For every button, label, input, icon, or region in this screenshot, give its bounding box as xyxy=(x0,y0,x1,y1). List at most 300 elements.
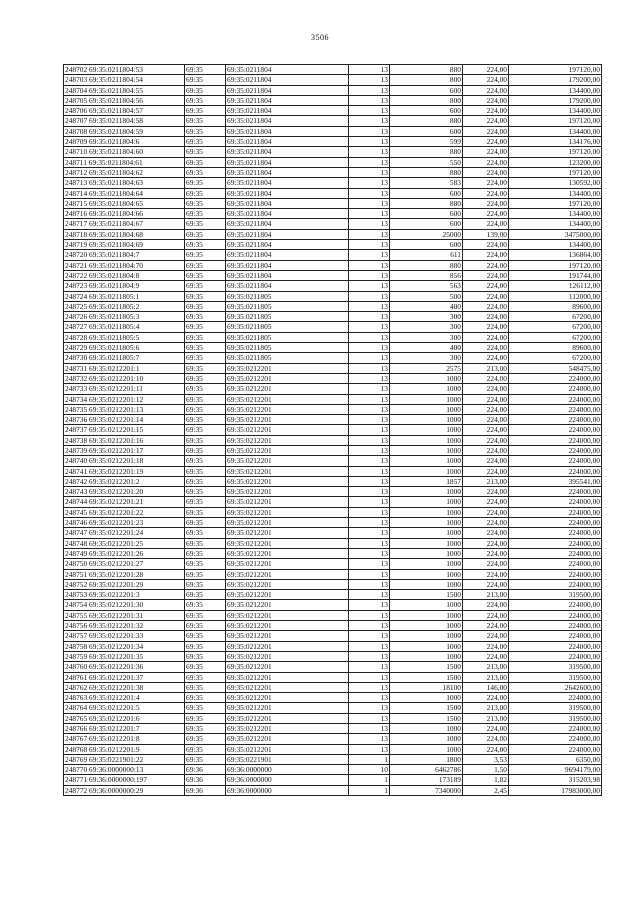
cadastral-value-cell: 179200,00 xyxy=(509,75,602,85)
rate-cell: 224,00 xyxy=(463,518,509,528)
category-code-cell: 13 xyxy=(349,394,390,404)
record-number: 248724 xyxy=(65,291,88,301)
cadastral-number: 69:35:0212201:4 xyxy=(89,693,140,703)
area-cell: 1800 xyxy=(390,754,463,764)
cadastral-number: 69:35:0211804:56 xyxy=(89,95,143,105)
quarter-code-cell: 69:35:0212201 xyxy=(226,384,349,394)
rate-cell: 224,00 xyxy=(463,425,509,435)
table-row xyxy=(64,394,602,404)
district-code-cell: 69:35 xyxy=(185,497,226,507)
quarter-code-cell: 69:36:0000000 xyxy=(226,775,349,785)
table-row xyxy=(64,456,602,466)
record-id-cell xyxy=(64,301,185,311)
category-code-cell: 13 xyxy=(349,85,390,95)
rate-cell: 224,00 xyxy=(463,188,509,198)
cadastral-value-cell: 67200,00 xyxy=(509,322,602,332)
area-cell: 1000 xyxy=(390,651,463,661)
cadastral-value-cell: 224000,00 xyxy=(509,507,602,517)
area-cell: 1000 xyxy=(390,600,463,610)
category-code-cell: 13 xyxy=(349,456,390,466)
table-row xyxy=(64,384,602,394)
district-code-cell: 69:35 xyxy=(185,322,226,332)
area-cell: 1000 xyxy=(390,610,463,620)
cadastral-number: 69:35:0211805:5 xyxy=(89,332,140,342)
table-row xyxy=(64,672,602,682)
quarter-code-cell: 69:35:0212201 xyxy=(226,363,349,373)
record-id-cell xyxy=(64,538,185,548)
cadastral-value-cell: 319500,00 xyxy=(509,672,602,682)
area-cell: 880 xyxy=(390,198,463,208)
quarter-code-cell: 69:35:0211804 xyxy=(226,188,349,198)
record-id-cell xyxy=(64,270,185,280)
table-row xyxy=(64,404,602,414)
record-id-cell xyxy=(64,250,185,260)
record-id-cell xyxy=(64,198,185,208)
district-code-cell: 69:35 xyxy=(185,435,226,445)
rate-cell: 224,00 xyxy=(463,487,509,497)
record-id-cell xyxy=(64,75,185,85)
quarter-code-cell: 69:35:0211804 xyxy=(226,219,349,229)
table-row xyxy=(64,651,602,661)
category-code-cell: 13 xyxy=(349,445,390,455)
area-cell: 1000 xyxy=(390,693,463,703)
rate-cell: 224,00 xyxy=(463,569,509,579)
record-id-cell xyxy=(64,590,185,600)
area-cell: 1000 xyxy=(390,373,463,383)
quarter-code-cell: 69:35:0212201 xyxy=(226,672,349,682)
record-number: 248771 xyxy=(65,775,88,785)
district-code-cell: 69:35 xyxy=(185,209,226,219)
area-cell: 1000 xyxy=(390,569,463,579)
category-code-cell: 13 xyxy=(349,703,390,713)
area-cell: 1000 xyxy=(390,445,463,455)
cadastral-number: 69:35:0212201:18 xyxy=(89,456,144,466)
quarter-code-cell: 69:35:0212201 xyxy=(226,559,349,569)
district-code-cell: 69:35 xyxy=(185,147,226,157)
cadastral-value-cell: 224000,00 xyxy=(509,456,602,466)
cadastral-value-cell: 191744,00 xyxy=(509,270,602,280)
area-cell: 500 xyxy=(390,291,463,301)
quarter-code-cell: 69:35:0211805 xyxy=(226,353,349,363)
cadastral-number: 69:35:0212201:36 xyxy=(89,662,144,672)
district-code-cell: 69:35 xyxy=(185,693,226,703)
cadastral-number: 69:35:0211804:63 xyxy=(89,178,143,188)
rate-cell: 224,00 xyxy=(463,137,509,147)
category-code-cell: 13 xyxy=(349,610,390,620)
area-cell: 880 xyxy=(390,260,463,270)
cadastral-value-cell: 130592,00 xyxy=(509,178,602,188)
rate-cell: 3,53 xyxy=(463,754,509,764)
category-code-cell: 13 xyxy=(349,260,390,270)
rate-cell: 213,00 xyxy=(463,713,509,723)
record-number: 248770 xyxy=(65,765,88,775)
rate-cell: 224,00 xyxy=(463,301,509,311)
district-code-cell: 69:35 xyxy=(185,754,226,764)
cadastral-number: 69:35:0212201:6 xyxy=(89,713,140,723)
rate-cell: 2,45 xyxy=(463,785,509,795)
cadastral-number: 69:35:0211804:57 xyxy=(89,106,143,116)
record-number: 248772 xyxy=(65,785,88,795)
quarter-code-cell: 69:35:0211805 xyxy=(226,332,349,342)
category-code-cell: 13 xyxy=(349,209,390,219)
cadastral-value-cell: 224000,00 xyxy=(509,651,602,661)
district-code-cell: 69:35 xyxy=(185,548,226,558)
category-code-cell: 13 xyxy=(349,343,390,353)
record-number: 248715 xyxy=(65,198,88,208)
record-id-cell xyxy=(64,95,185,105)
cadastral-value-cell: 134400,00 xyxy=(509,106,602,116)
quarter-code-cell: 69:35:0212201 xyxy=(226,590,349,600)
cadastral-value-cell: 197120,00 xyxy=(509,260,602,270)
table-row xyxy=(64,250,602,260)
district-code-cell: 69:35 xyxy=(185,343,226,353)
area-cell: 300 xyxy=(390,322,463,332)
record-number: 248753 xyxy=(65,590,88,600)
district-code-cell: 69:35 xyxy=(185,116,226,126)
record-id-cell xyxy=(64,157,185,167)
cadastral-number: 69:35:0212201:11 xyxy=(89,384,143,394)
table-row xyxy=(64,178,602,188)
area-cell: 600 xyxy=(390,126,463,136)
area-cell: 300 xyxy=(390,353,463,363)
quarter-code-cell: 69:35:0211804 xyxy=(226,198,349,208)
district-code-cell: 69:35 xyxy=(185,600,226,610)
cadastral-number: 69:35:0211804:66 xyxy=(89,209,143,219)
district-code-cell: 69:35 xyxy=(185,219,226,229)
category-code-cell: 13 xyxy=(349,631,390,641)
cadastral-number: 69:35:0211805:2 xyxy=(89,301,140,311)
area-cell: 1000 xyxy=(390,435,463,445)
area-cell: 1500 xyxy=(390,590,463,600)
area-cell: 1000 xyxy=(390,579,463,589)
district-code-cell: 69:35 xyxy=(185,229,226,239)
quarter-code-cell: 69:35:0212201 xyxy=(226,476,349,486)
district-code-cell: 69:35 xyxy=(185,240,226,250)
category-code-cell: 13 xyxy=(349,137,390,147)
area-cell: 1000 xyxy=(390,548,463,558)
rate-cell: 224,00 xyxy=(463,445,509,455)
district-code-cell: 69:35 xyxy=(185,713,226,723)
table-row xyxy=(64,260,602,270)
table-body xyxy=(64,65,602,796)
category-code-cell: 13 xyxy=(349,65,390,75)
cadastral-number: 69:35:0211804:68 xyxy=(89,229,143,239)
quarter-code-cell: 69:35:0211804 xyxy=(226,137,349,147)
table-row xyxy=(64,497,602,507)
record-number: 248767 xyxy=(65,734,88,744)
rate-cell: 224,00 xyxy=(463,147,509,157)
table-row xyxy=(64,590,602,600)
quarter-code-cell: 69:35:0212201 xyxy=(226,641,349,651)
area-cell: 25000 xyxy=(390,229,463,239)
cadastral-value-cell: 89600,00 xyxy=(509,301,602,311)
district-code-cell: 69:35 xyxy=(185,445,226,455)
record-number: 248716 xyxy=(65,209,88,219)
quarter-code-cell: 69:35:0211804 xyxy=(226,126,349,136)
record-number: 248721 xyxy=(65,260,88,270)
record-id-cell xyxy=(64,497,185,507)
area-cell: 1000 xyxy=(390,538,463,548)
area-cell: 880 xyxy=(390,167,463,177)
category-code-cell: 13 xyxy=(349,672,390,682)
category-code-cell: 13 xyxy=(349,507,390,517)
record-id-cell xyxy=(64,229,185,239)
district-code-cell: 69:35 xyxy=(185,476,226,486)
quarter-code-cell: 69:35:0211804 xyxy=(226,178,349,188)
table-row xyxy=(64,476,602,486)
category-code-cell: 13 xyxy=(349,229,390,239)
cadastral-value-cell: 17983000,00 xyxy=(509,785,602,795)
record-id-cell xyxy=(64,724,185,734)
district-code-cell: 69:35 xyxy=(185,85,226,95)
table-row xyxy=(64,65,602,75)
district-code-cell: 69:36 xyxy=(185,765,226,775)
cadastral-value-cell: 319500,00 xyxy=(509,703,602,713)
table-row xyxy=(64,240,602,250)
record-id-cell xyxy=(64,744,185,754)
record-number: 248720 xyxy=(65,250,88,260)
cadastral-value-cell: 319500,00 xyxy=(509,662,602,672)
table-row xyxy=(64,322,602,332)
table-row xyxy=(64,291,602,301)
district-code-cell: 69:35 xyxy=(185,301,226,311)
category-code-cell: 13 xyxy=(349,95,390,105)
district-code-cell: 69:35 xyxy=(185,157,226,167)
quarter-code-cell: 69:35:0211804 xyxy=(226,260,349,270)
quarter-code-cell: 69:35:0211804 xyxy=(226,116,349,126)
cadastral-value-cell: 224000,00 xyxy=(509,466,602,476)
table-row xyxy=(64,621,602,631)
quarter-code-cell: 69:35:0212201 xyxy=(226,631,349,641)
cadastral-number: 69:35:0212201:12 xyxy=(89,394,144,404)
quarter-code-cell: 69:35:0212201 xyxy=(226,373,349,383)
quarter-code-cell: 69:35:0212201 xyxy=(226,394,349,404)
category-code-cell: 13 xyxy=(349,518,390,528)
cadastral-number: 69:35:0211804:60 xyxy=(89,147,143,157)
record-id-cell xyxy=(64,456,185,466)
record-number: 248737 xyxy=(65,425,88,435)
category-code-cell: 13 xyxy=(349,528,390,538)
quarter-code-cell: 69:35:0212201 xyxy=(226,425,349,435)
cadastral-value-cell: 319500,00 xyxy=(509,713,602,723)
cadastral-number: 69:35:0212201:31 xyxy=(89,610,144,620)
record-id-cell xyxy=(64,703,185,713)
table-row xyxy=(64,415,602,425)
area-cell: 1000 xyxy=(390,528,463,538)
cadastral-number: 69:35:0212201:38 xyxy=(89,682,144,692)
rate-cell: 224,00 xyxy=(463,734,509,744)
quarter-code-cell: 69:35:0212201 xyxy=(226,435,349,445)
rate-cell: 224,00 xyxy=(463,373,509,383)
rate-cell: 224,00 xyxy=(463,394,509,404)
rate-cell: 224,00 xyxy=(463,456,509,466)
rate-cell: 224,00 xyxy=(463,497,509,507)
district-code-cell: 69:35 xyxy=(185,621,226,631)
cadastral-value-cell: 224000,00 xyxy=(509,631,602,641)
district-code-cell: 69:35 xyxy=(185,610,226,620)
table-row xyxy=(64,95,602,105)
district-code-cell: 69:36 xyxy=(185,775,226,785)
district-code-cell: 69:35 xyxy=(185,106,226,116)
rate-cell: 224,00 xyxy=(463,240,509,250)
category-code-cell: 13 xyxy=(349,487,390,497)
district-code-cell: 69:35 xyxy=(185,682,226,692)
record-number: 248729 xyxy=(65,343,88,353)
district-code-cell: 69:35 xyxy=(185,672,226,682)
area-cell: 1000 xyxy=(390,456,463,466)
quarter-code-cell: 69:35:0212201 xyxy=(226,497,349,507)
area-cell: 1500 xyxy=(390,672,463,682)
rate-cell: 224,00 xyxy=(463,116,509,126)
record-id-cell xyxy=(64,219,185,229)
district-code-cell: 69:35 xyxy=(185,363,226,373)
cadastral-value-cell: 2642600,00 xyxy=(509,682,602,692)
quarter-code-cell: 69:35:0211804 xyxy=(226,240,349,250)
record-id-cell xyxy=(64,137,185,147)
record-number: 248741 xyxy=(65,466,88,476)
quarter-code-cell: 69:35:0212201 xyxy=(226,518,349,528)
district-code-cell: 69:35 xyxy=(185,404,226,414)
record-id-cell xyxy=(64,621,185,631)
table-row xyxy=(64,126,602,136)
record-number: 248750 xyxy=(65,559,88,569)
cadastral-value-cell: 134400,00 xyxy=(509,209,602,219)
record-number: 248739 xyxy=(65,445,88,455)
record-number: 248734 xyxy=(65,394,88,404)
quarter-code-cell: 69:35:0212201 xyxy=(226,703,349,713)
record-number: 248711 xyxy=(65,157,87,167)
cadastral-number: 69:36:0000000:29 xyxy=(89,785,144,795)
cadastral-value-cell: 134400,00 xyxy=(509,240,602,250)
cadastral-number: 69:35:0212201:8 xyxy=(89,734,140,744)
table-row xyxy=(64,116,602,126)
rate-cell: 213,00 xyxy=(463,476,509,486)
category-code-cell: 13 xyxy=(349,198,390,208)
cadastral-number: 69:35:0212201:34 xyxy=(89,641,144,651)
record-id-cell xyxy=(64,373,185,383)
area-cell: 1000 xyxy=(390,415,463,425)
district-code-cell: 69:35 xyxy=(185,703,226,713)
district-code-cell: 69:35 xyxy=(185,394,226,404)
record-id-cell xyxy=(64,734,185,744)
record-number: 248738 xyxy=(65,435,88,445)
cadastral-value-cell: 224000,00 xyxy=(509,435,602,445)
area-cell: 400 xyxy=(390,343,463,353)
table-row xyxy=(64,724,602,734)
rate-cell: 146,00 xyxy=(463,682,509,692)
district-code-cell: 69:35 xyxy=(185,538,226,548)
record-id-cell xyxy=(64,785,185,795)
quarter-code-cell: 69:35:0211805 xyxy=(226,312,349,322)
record-id-cell xyxy=(64,775,185,785)
table-row xyxy=(64,343,602,353)
cadastral-value-cell: 224000,00 xyxy=(509,415,602,425)
cadastral-value-cell: 134400,00 xyxy=(509,188,602,198)
record-number: 248736 xyxy=(65,415,88,425)
rate-cell: 139,00 xyxy=(463,229,509,239)
area-cell: 1000 xyxy=(390,384,463,394)
area-cell: 600 xyxy=(390,85,463,95)
record-number: 248744 xyxy=(65,497,88,507)
district-code-cell: 69:35 xyxy=(185,137,226,147)
record-id-cell xyxy=(64,394,185,404)
rate-cell: 224,00 xyxy=(463,744,509,754)
quarter-code-cell: 69:35:0212201 xyxy=(226,404,349,414)
rate-cell: 224,00 xyxy=(463,621,509,631)
cadastral-value-cell: 224000,00 xyxy=(509,641,602,651)
cadastral-number: 69:35:0212201:26 xyxy=(89,548,144,558)
record-id-cell xyxy=(64,662,185,672)
cadastral-number: 69:35:0211804:65 xyxy=(89,198,143,208)
record-number: 248747 xyxy=(65,528,88,538)
table-row xyxy=(64,312,602,322)
area-cell: 880 xyxy=(390,147,463,157)
rate-cell: 224,00 xyxy=(463,538,509,548)
table-row xyxy=(64,775,602,785)
rate-cell: 213,00 xyxy=(463,363,509,373)
record-number: 248764 xyxy=(65,703,88,713)
quarter-code-cell: 69:35:0211804 xyxy=(226,157,349,167)
quarter-code-cell: 69:35:0212201 xyxy=(226,569,349,579)
category-code-cell: 13 xyxy=(349,476,390,486)
cadastral-value-cell: 123200,00 xyxy=(509,157,602,167)
cadastral-value-cell: 224000,00 xyxy=(509,518,602,528)
area-cell: 600 xyxy=(390,219,463,229)
record-number: 248746 xyxy=(65,518,88,528)
record-number: 248705 xyxy=(65,95,88,105)
record-id-cell xyxy=(64,404,185,414)
rate-cell: 224,00 xyxy=(463,75,509,85)
category-code-cell: 13 xyxy=(349,106,390,116)
record-number: 248760 xyxy=(65,662,88,672)
record-number: 248766 xyxy=(65,724,88,733)
quarter-code-cell: 69:35:0211805 xyxy=(226,343,349,353)
quarter-code-cell: 69:35:0212201 xyxy=(226,528,349,538)
table-row xyxy=(64,682,602,692)
table-row xyxy=(64,538,602,548)
quarter-code-cell: 69:35:0212201 xyxy=(226,662,349,672)
cadastral-number: 69:35:0212201:7 xyxy=(89,724,140,733)
quarter-code-cell: 69:35:0212201 xyxy=(226,548,349,558)
category-code-cell: 13 xyxy=(349,641,390,651)
area-cell: 800 xyxy=(390,75,463,85)
quarter-code-cell: 69:35:0211804 xyxy=(226,106,349,116)
quarter-code-cell: 69:35:0212201 xyxy=(226,713,349,723)
category-code-cell: 13 xyxy=(349,291,390,301)
rate-cell: 213,00 xyxy=(463,662,509,672)
quarter-code-cell: 69:35:0212201 xyxy=(226,600,349,610)
cadastral-value-cell: 224000,00 xyxy=(509,394,602,404)
quarter-code-cell: 69:35:0211804 xyxy=(226,75,349,85)
rate-cell: 224,00 xyxy=(463,610,509,620)
category-code-cell: 13 xyxy=(349,425,390,435)
cadastral-number: 69:36:0000000:13 xyxy=(89,765,144,775)
area-cell: 1000 xyxy=(390,497,463,507)
category-code-cell: 13 xyxy=(349,538,390,548)
record-number: 248722 xyxy=(65,270,88,280)
cadastral-value-cell: 197120,00 xyxy=(509,65,602,75)
table-row xyxy=(64,332,602,342)
table-row xyxy=(64,445,602,455)
category-code-cell: 13 xyxy=(349,621,390,631)
cadastral-value-cell: 112000,00 xyxy=(509,291,602,301)
area-cell: 1000 xyxy=(390,559,463,569)
record-id-cell xyxy=(64,631,185,641)
record-id-cell xyxy=(64,559,185,569)
record-id-cell xyxy=(64,147,185,157)
rate-cell: 224,00 xyxy=(463,178,509,188)
quarter-code-cell: 69:35:0212201 xyxy=(226,610,349,620)
